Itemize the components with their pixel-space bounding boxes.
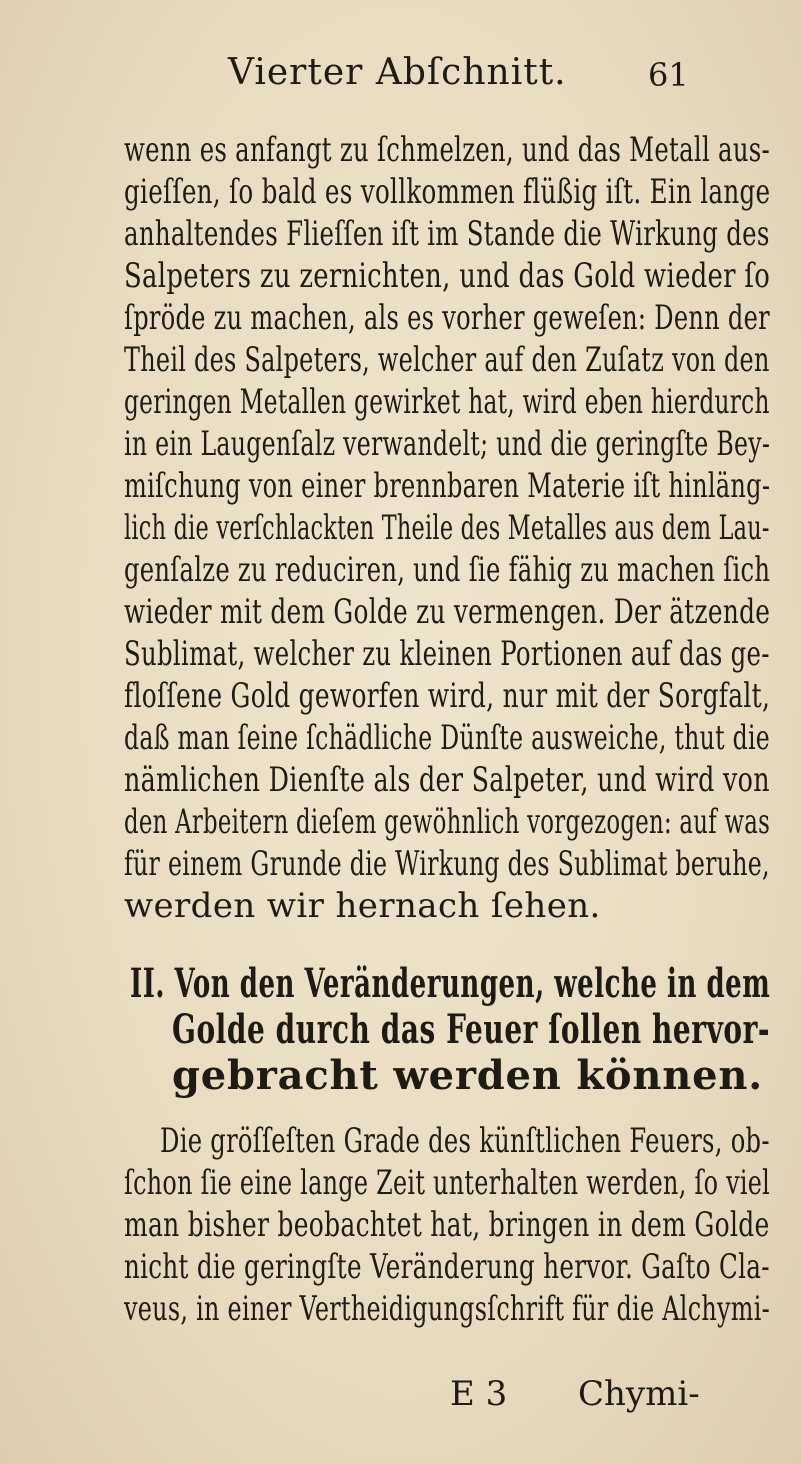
text-line: für einem Grunde die Wirkung des Sublimat beruhe, <box>124 844 770 884</box>
text-line: anhaltendes Flieſſen iſt im Stande die Wirkung des <box>124 214 770 254</box>
text-line: wieder mit dem Golde zu vermengen. Der ätzende <box>124 592 771 632</box>
text-line: nicht die geringſte Veränderung hervor. Gaſto Cla- <box>124 1247 770 1287</box>
text-line: den Arbeitern dieſem gewöhnlich vorgezogen: auf was <box>124 802 771 842</box>
text-line: werden wir hernach ſehen. <box>124 886 601 926</box>
text-line: Salpeters zu zernichten, und das Gold wieder ſo <box>124 256 771 296</box>
text-line: Die gröſſeſten Grade des künſtlichen Feuers, ob- <box>160 1121 770 1161</box>
heading-line: II. Von den Veränderungen, welche in dem <box>130 960 771 1007</box>
text-line: genſalze zu reduciren, und ſie fähig zu machen ſich <box>124 550 771 590</box>
text-line: veus, in einer Vertheidigungsſchrift für die Alchymi- <box>124 1289 770 1329</box>
text-line: daß man ſeine ſchädliche Dünſte ausweiche, thut die <box>124 718 771 758</box>
catchword: Chymi- <box>578 1374 700 1414</box>
text-line: ſchon ſie eine lange Zeit unterhalten werden, ſo viel <box>124 1163 771 1203</box>
heading-line: Golde durch das Feuer ſollen hervor- <box>172 1006 771 1053</box>
text-line: lich die verſchlackten Theile des Metalles aus dem Lau- <box>124 508 770 548</box>
text-line: Theil des Salpeters, welcher auf den Zuſatz von den <box>124 340 770 380</box>
signature-mark: E 3 <box>450 1374 508 1414</box>
running-head: Vierter Abſchnitt. <box>228 52 567 93</box>
page-number: 61 <box>648 56 689 94</box>
text-line: gieſſen, ſo bald es vollkommen flüßig iſt. Ein lange <box>124 172 771 212</box>
text-line: floſſene Gold geworfen wird, nur mit der Sorgfalt, <box>124 676 771 716</box>
heading-line: gebracht werden können. <box>172 1052 764 1099</box>
text-line: in ein Laugenſalz verwandelt; und die geringſte Bey- <box>124 424 771 464</box>
text-line: ſpröde zu machen, als es vorher geweſen: Denn der <box>124 298 770 338</box>
text-line: Sublimat, welcher zu kleinen Portionen auf das ge- <box>124 634 770 674</box>
page-header <box>0 52 801 102</box>
text-line: nämlichen Dienſte als der Salpeter, und wird von <box>124 760 770 800</box>
text-line: geringen Metallen gewirket hat, wird eben hierdurch <box>124 382 770 422</box>
text-line: miſchung von einer brennbaren Materie iſt hinläng- <box>124 466 771 506</box>
text-line: wenn es anfangt zu ſchmelzen, und das Metall aus- <box>124 130 771 170</box>
text-line: man bisher beobachtet hat, bringen in dem Golde <box>124 1205 770 1245</box>
